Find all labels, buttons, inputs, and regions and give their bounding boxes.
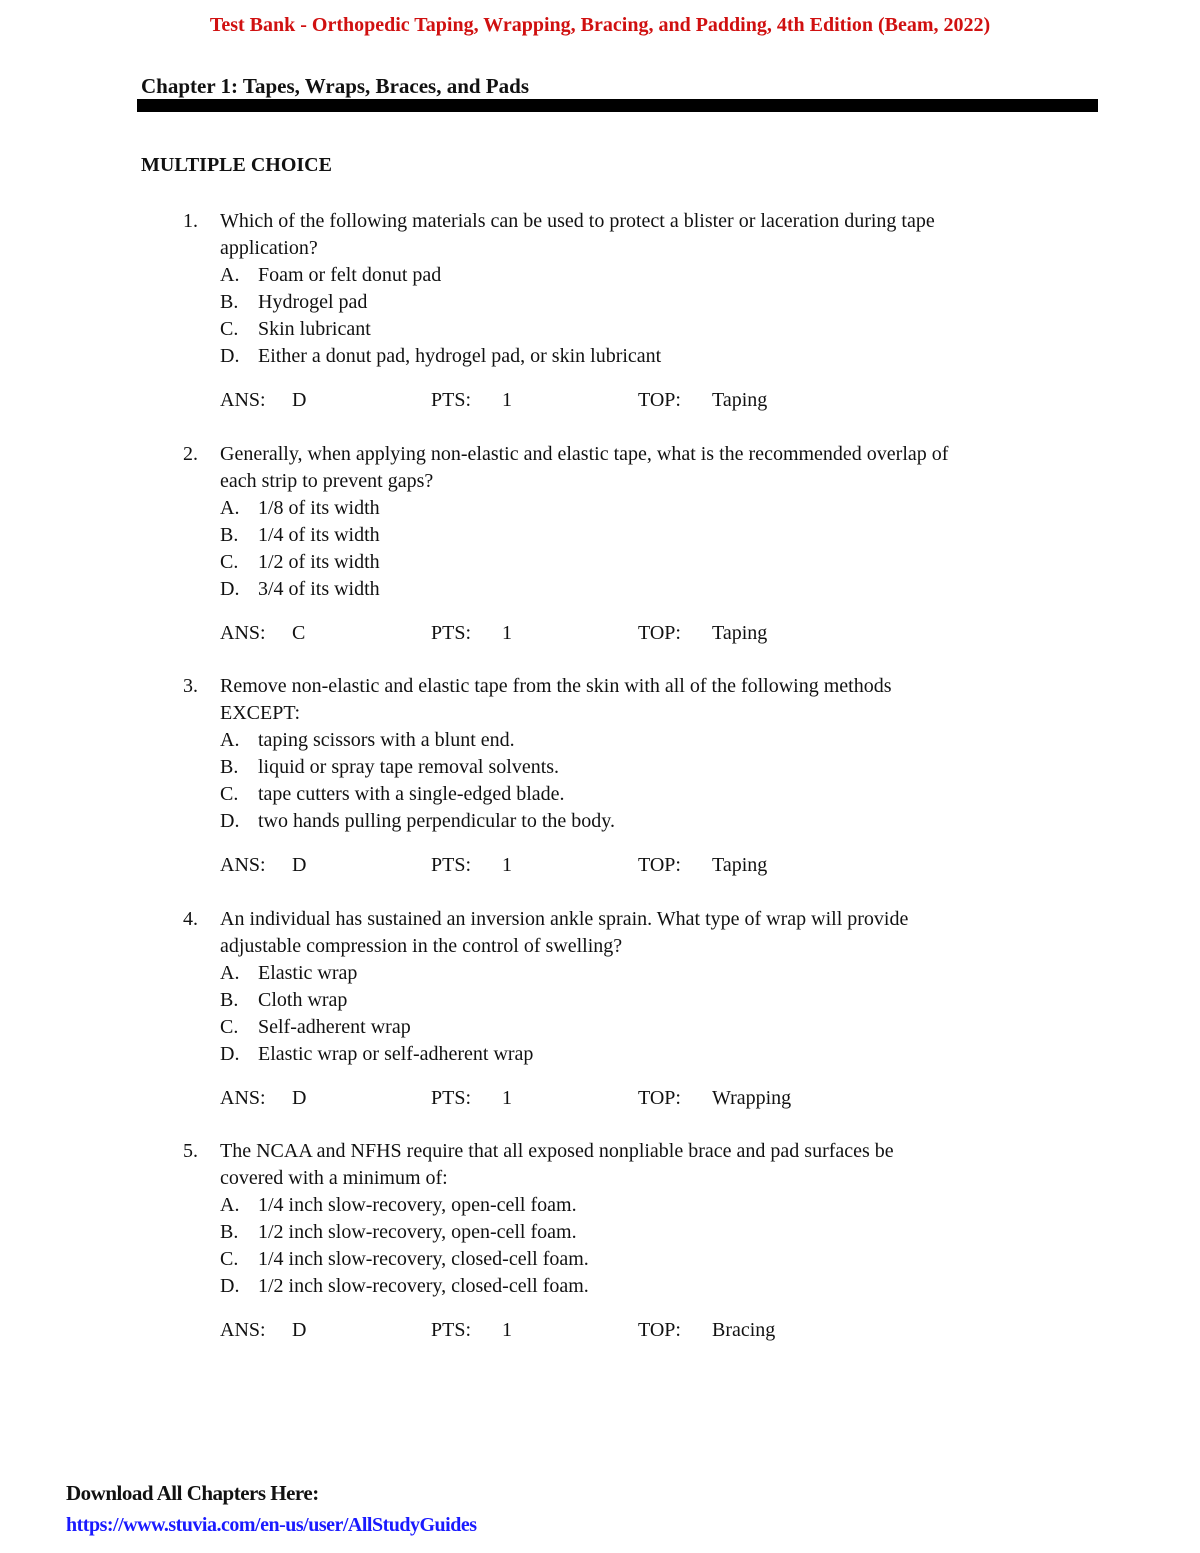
choice-letter: A. [220, 264, 240, 286]
choice-d [220, 808, 1090, 835]
question-stem-line: EXCEPT: [220, 702, 301, 724]
choice-letter: C. [220, 318, 239, 340]
choice-c [220, 549, 1090, 576]
topic-label: TOP: [638, 854, 681, 876]
points-label: PTS: [431, 1087, 472, 1109]
question-number: 4. [183, 908, 198, 930]
choice-d [220, 1041, 1090, 1068]
section-heading: MULTIPLE CHOICE [141, 154, 332, 176]
choice-letter: C. [220, 551, 239, 573]
topic-label: TOP: [638, 1087, 681, 1109]
points-label: PTS: [431, 389, 472, 411]
choice-letter: D. [220, 578, 240, 600]
points-value: 1 [502, 854, 512, 876]
choice-text: two hands pulling perpendicular to the body. [258, 810, 615, 832]
topic-label: TOP: [638, 389, 681, 411]
choice-b [220, 1219, 1090, 1246]
choice-text: Hydrogel pad [258, 291, 368, 313]
answer-value: D [292, 1319, 307, 1341]
question-stem-line: Which of the following materials can be used to protect a blister or laceration during tape [220, 210, 935, 232]
choice-letter: B. [220, 524, 239, 546]
choice-text: tape cutters with a single-edged blade. [258, 783, 565, 805]
choice-letter: B. [220, 756, 239, 778]
choice-letter: C. [220, 1248, 239, 1270]
choice-text: Foam or felt donut pad [258, 264, 442, 286]
question-stem [220, 441, 1090, 495]
choice-d [220, 1273, 1090, 1300]
points-value: 1 [502, 389, 512, 411]
choice-letter: A. [220, 962, 240, 984]
question-stem [220, 1138, 1090, 1192]
choice-c [220, 316, 1090, 343]
choice-text: 3/4 of its width [258, 578, 380, 600]
choice-d [220, 576, 1090, 603]
choice-b [220, 987, 1090, 1014]
choice-a [220, 1192, 1090, 1219]
points-label: PTS: [431, 622, 472, 644]
choice-a [220, 960, 1090, 987]
choice-letter: B. [220, 291, 239, 313]
choice-d [220, 343, 1090, 370]
answer-value: D [292, 854, 307, 876]
question-number: 1. [183, 210, 198, 232]
question-stem-line: covered with a minimum of: [220, 1167, 448, 1189]
choice-text: 1/4 inch slow-recovery, open-cell foam. [258, 1194, 577, 1216]
choice-letter: D. [220, 1043, 240, 1065]
question-stem-line: each strip to prevent gaps? [220, 470, 434, 492]
choice-text: 1/2 inch slow-recovery, open-cell foam. [258, 1221, 577, 1243]
choice-text: liquid or spray tape removal solvents. [258, 756, 560, 778]
answer-label: ANS: [220, 1087, 266, 1109]
choice-letter: A. [220, 1194, 240, 1216]
choice-c [220, 781, 1090, 808]
answer-value: D [292, 1087, 307, 1109]
choice-a [220, 495, 1090, 522]
choice-text: Self-adherent wrap [258, 1016, 411, 1038]
choice-a [220, 262, 1090, 289]
choice-text: Skin lubricant [258, 318, 371, 340]
choice-b [220, 522, 1090, 549]
choice-letter: A. [220, 729, 240, 751]
topic-value: Taping [712, 389, 768, 411]
topic-label: TOP: [638, 622, 681, 644]
answer-value: D [292, 389, 307, 411]
choice-text: Elastic wrap [258, 962, 358, 984]
choice-c [220, 1014, 1090, 1041]
question-stem-line: Generally, when applying non-elastic and elastic tape, what is the recommended overlap of [220, 443, 949, 465]
points-label: PTS: [431, 854, 472, 876]
choice-text: Cloth wrap [258, 989, 348, 1011]
answer-label: ANS: [220, 622, 266, 644]
choice-letter: D. [220, 1275, 240, 1297]
chapter-title: Chapter 1: Tapes, Wraps, Braces, and Pads [141, 74, 529, 98]
answer-label: ANS: [220, 389, 266, 411]
choice-text: 1/2 inch slow-recovery, closed-cell foam. [258, 1275, 589, 1297]
choice-a [220, 727, 1090, 754]
question-stem [220, 906, 1090, 960]
choice-c [220, 1246, 1090, 1273]
question-stem-line: The NCAA and NFHS require that all exposed nonpliable brace and pad surfaces be [220, 1140, 894, 1162]
question-number: 2. [183, 443, 198, 465]
choice-letter: A. [220, 497, 240, 519]
document-header-title: Test Bank - Orthopedic Taping, Wrapping, Bracing, and Padding, 4th Edition (Beam, 2022) [209, 14, 991, 36]
choice-letter: B. [220, 1221, 239, 1243]
download-heading: Download All Chapters Here: [66, 1481, 319, 1505]
choice-text: 1/2 of its width [258, 551, 380, 573]
choice-letter: C. [220, 783, 239, 805]
choice-letter: C. [220, 1016, 239, 1038]
choice-text: Elastic wrap or self-adherent wrap [258, 1043, 534, 1065]
topic-value: Bracing [712, 1319, 776, 1341]
question-stem-line: application? [220, 237, 318, 259]
choice-text: taping scissors with a blunt end. [258, 729, 515, 751]
choice-text: Either a donut pad, hydrogel pad, or skin lubricant [258, 345, 662, 367]
choice-b [220, 289, 1090, 316]
choice-letter: D. [220, 345, 240, 367]
points-value: 1 [502, 1087, 512, 1109]
choice-text: 1/4 inch slow-recovery, closed-cell foam. [258, 1248, 589, 1270]
answer-value: C [292, 622, 306, 644]
points-value: 1 [502, 1319, 512, 1341]
points-label: PTS: [431, 1319, 472, 1341]
question-number: 3. [183, 675, 198, 697]
question-stem-line: An individual has sustained an inversion ankle sprain. What type of wrap will provide [220, 908, 909, 930]
topic-value: Taping [712, 854, 768, 876]
points-value: 1 [502, 622, 512, 644]
choice-letter: D. [220, 810, 240, 832]
choice-letter: B. [220, 989, 239, 1011]
chapter-divider-bar [137, 99, 1098, 112]
question-stem-line: Remove non-elastic and elastic tape from the skin with all of the following methods [220, 675, 892, 697]
choice-b [220, 754, 1090, 781]
question-stem-line: adjustable compression in the control of swelling? [220, 935, 623, 957]
question-stem [220, 208, 1090, 262]
question-number: 5. [183, 1140, 198, 1162]
answer-label: ANS: [220, 1319, 266, 1341]
choice-text: 1/4 of its width [258, 524, 380, 546]
question-stem [220, 673, 1090, 727]
topic-value: Taping [712, 622, 768, 644]
choice-text: 1/8 of its width [258, 497, 380, 519]
topic-label: TOP: [638, 1319, 681, 1341]
topic-value: Wrapping [712, 1087, 792, 1109]
answer-label: ANS: [220, 854, 266, 876]
download-link[interactable]: https://www.stuvia.com/en-us/user/AllStudyGuides [66, 1514, 477, 1536]
